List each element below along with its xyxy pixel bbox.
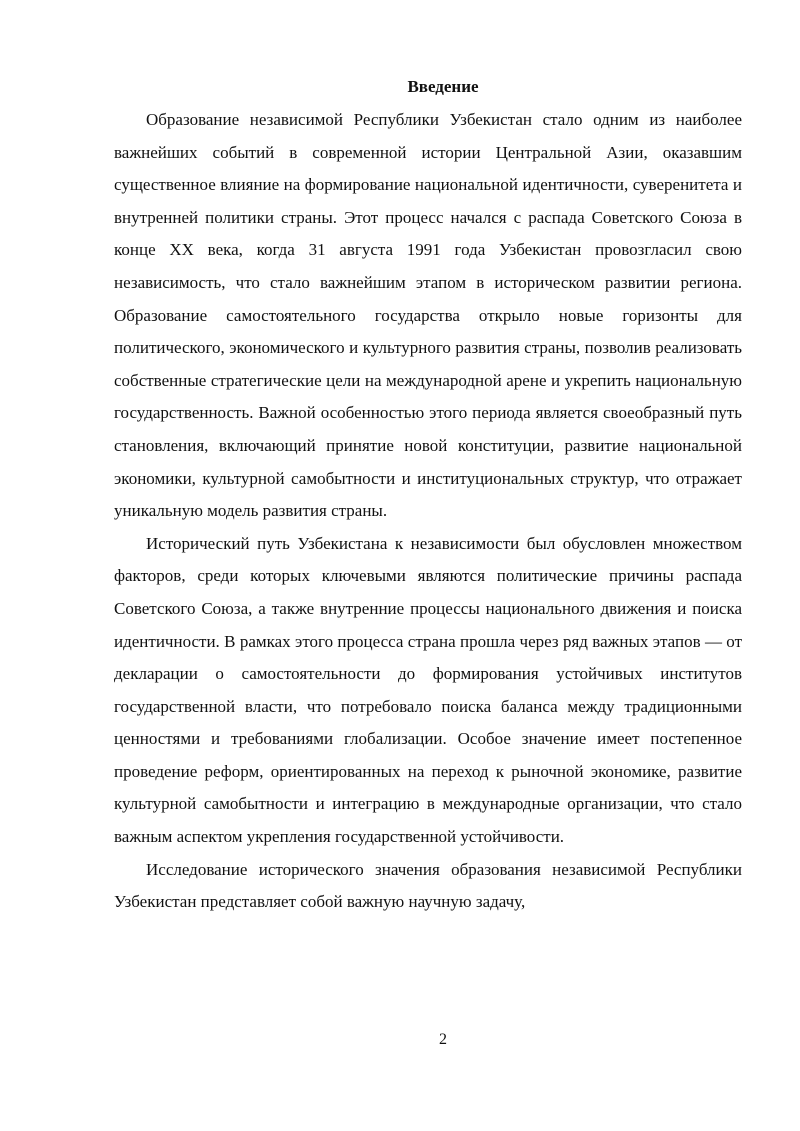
paragraph-3: Исследование исторического значения образования независимой Республики Узбекистан представляет собой важную научную задачу, [114, 859, 742, 912]
paragraph-2: Исторический путь Узбекистана к независимости был обусловлен множеством факторов, среди которых ключевыми являются политические причины распада Советского Союза, а также внутренние процессы национального движения и поиска идентичности. В рамках этого процесса страна прошла через ряд важных этапов — от декларации о самостоятельности до формирования устойчивых институтов государственной власти, что потребовало поиска баланса между традиционными ценностями и требованиями глобализации. Особое значение имеет постепенное проведение реформ, ориентированных на переход к рыночной экономике, развитие культурной самобытности и интеграцию в международные организации, что стало важным аспектом укрепления государственной устойчивости. [114, 533, 742, 847]
paragraph-1: Образование независимой Республики Узбекистан стало одним из наиболее важнейших событий в современной истории Центральной Азии, оказавшим существенное влияние на формирование национальной идентичности, суверенитета и внутренней политики страны. Этот процесс начался с распада Советского Союза в конце XX века, когда 31 августа 1991 года Узбекистан провозгласил свою независимость, что стало важнейшим этапом в историческом развитии региона. Образование самостоятельного государства открыло новые горизонты для политического, экономического и культурного развития страны, позволив реализовать собственные стратегические цели на международной арене и укрепить национальную государственность. Важной особенностью этого периода является своеобразный путь становления, включающий принятие новой конституции, развитие национальной экономики, культурной самобытности и институциональных структур, что отражает уникальную модель развития страны. [114, 110, 742, 521]
body-text [114, 104, 742, 919]
page-number: 2 [439, 1031, 447, 1048]
section-title: Введение [407, 77, 479, 96]
